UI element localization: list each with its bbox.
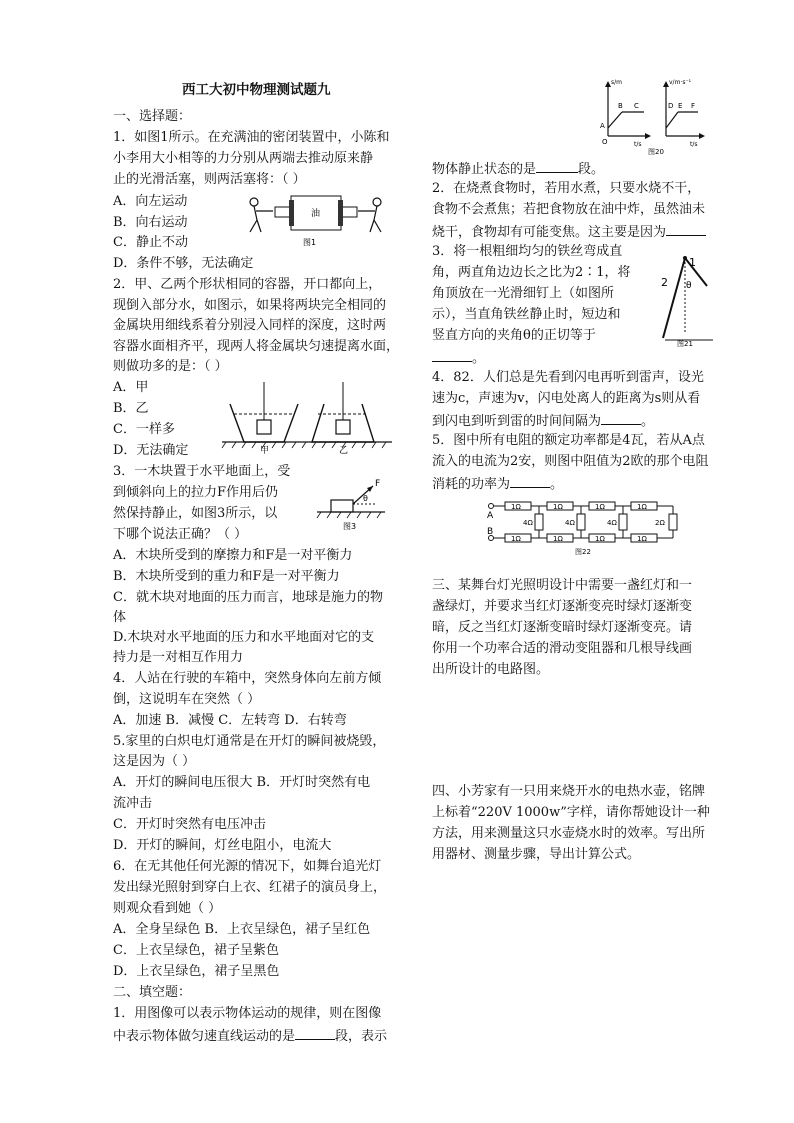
fig22-v-r: 4Ω xyxy=(523,519,533,527)
q1-line: 止的光滑活塞，则两活塞将：（ ） xyxy=(113,172,306,187)
fig20-C: C xyxy=(634,102,639,110)
fig22-caption: 图22 xyxy=(575,548,591,556)
fill5-line: 流入的电流为2安，则图中阻值为2欧的那个电阻 xyxy=(432,454,709,469)
fig21-caption: 图21 xyxy=(677,340,693,348)
q3-line: 下哪个说法正确？（ ） xyxy=(113,527,248,542)
fill3-line: 竖直方向的夹角θ的正切等于 xyxy=(432,328,596,343)
fig2-label-jia: 甲 xyxy=(260,446,270,456)
fig20-left-xaxis: t/s xyxy=(634,141,642,148)
fig22-B: B xyxy=(487,527,494,537)
fill5-text: 。 xyxy=(550,477,564,492)
fig22-top-r: 1Ω xyxy=(595,503,605,511)
fig22-top-r: 1Ω xyxy=(553,503,563,511)
fill2-line: 2．在烧煮食物时，若用水煮，只要水烧不干， xyxy=(432,181,701,196)
fig20-left-yaxis: s/m xyxy=(611,79,622,86)
q6-line: 则观众看到她（ ） xyxy=(113,901,222,916)
q3-option: C．就木块对地面的压力而言，地球是施力的物 xyxy=(113,590,383,605)
fig22-bot-r: 1Ω xyxy=(637,535,647,543)
fig20-B: B xyxy=(618,102,623,110)
fill1-text: 物体静止状态的是 xyxy=(432,162,537,177)
fill1-text: 段。 xyxy=(578,162,605,177)
q4-line: 4．人站在行驶的车箱中，突然身体向左前方倾 xyxy=(113,671,382,686)
q1-option: D．条件不够，无法确定 xyxy=(113,256,254,271)
section-3-line: 出所设计的电路图。 xyxy=(432,662,550,677)
fig20-A: A xyxy=(600,122,605,130)
fill2-text: 烧干，食物却有可能变焦。这主要是因为 xyxy=(432,225,667,240)
fill4-line: 4．82．人们总是先看到闪电再听到雷声，设光 xyxy=(432,370,704,385)
q2-line: 容器水面相齐平，现两人将金属块匀速提离水面， xyxy=(113,339,400,354)
q1-option: B．向右运动 xyxy=(113,215,188,230)
q2-line: 现倒入部分水，如图示，如果将两块完全相同的 xyxy=(113,298,387,313)
section-4-line: 用器材、测量步骤，导出计算公式。 xyxy=(432,847,641,862)
fig1-oil-label: 油 xyxy=(311,209,321,219)
page-title: 西工大初中物理测试题九 xyxy=(182,82,331,98)
figure-2-containers xyxy=(222,382,392,454)
figure-22-resistor-network xyxy=(485,496,685,556)
fill3-line: 示），当直角铁丝静止时，短边和 xyxy=(432,307,621,322)
section-choice: 一、选择题： xyxy=(113,109,192,124)
fill2-line xyxy=(432,221,706,243)
section-3-line: 三、某舞台灯光照明设计中需要一盏红灯和一 xyxy=(432,578,693,593)
fig20-right-xaxis: t/s xyxy=(690,141,698,148)
fig22-v-r: 4Ω xyxy=(565,519,575,527)
fig20-O: O xyxy=(602,138,608,146)
fig22-top-r: 1Ω xyxy=(511,503,521,511)
answer-blank[interactable] xyxy=(666,221,706,236)
q2-option: B．乙 xyxy=(113,401,149,416)
q5-option: 流冲击 xyxy=(113,796,153,811)
section-4-line: 上标着“220V 1000w”字样，请你帮她设计一种 xyxy=(432,805,710,820)
q6-option: D．上衣呈绿色，裙子呈黑色 xyxy=(113,964,280,979)
section-3-line: 暗，反之当红灯逐渐变暗时绿灯逐渐变亮。请 xyxy=(432,620,693,635)
fill5-line: 5．图中所有电阻的额定功率都是4瓦，若从A点 xyxy=(432,433,705,448)
answer-blank[interactable] xyxy=(510,473,550,488)
fig22-bot-r: 1Ω xyxy=(511,535,521,543)
section-3-line: 你用一个功率合适的滑动变阻器和几根导线画 xyxy=(432,641,693,656)
section-4-line: 四、小芳家有一只用来烧开水的电热水壶，铭牌 xyxy=(432,784,706,799)
answer-blank[interactable] xyxy=(536,158,578,173)
fill5-text: 消耗的功率为 xyxy=(432,477,511,492)
answer-blank[interactable] xyxy=(601,410,641,425)
fig22-last-r: 2Ω xyxy=(655,519,665,527)
fig20-right-yaxis: v/m·s⁻¹ xyxy=(669,79,692,86)
fill3-text: 。 xyxy=(472,351,486,366)
fig20-caption: 图20 xyxy=(648,148,664,156)
q5-option: A．开灯的瞬间电压很大 B．开灯时突然有电 xyxy=(113,775,371,790)
q3-line: 到倾斜向上的拉力F作用后仍 xyxy=(113,485,279,500)
fig3-caption: 图3 xyxy=(343,522,357,531)
q5-option: D．开灯的瞬间，灯丝电阻小，电流大 xyxy=(113,838,332,853)
q4-options: A．加速 B．减慢 C．左转弯 D．右转弯 xyxy=(113,713,347,728)
fig22-bot-r: 1Ω xyxy=(553,535,563,543)
answer-blank[interactable] xyxy=(295,1025,335,1040)
q6-line: 6．在无其他任何光源的情况下，如舞台追光灯 xyxy=(113,859,382,874)
q6-option: C．上衣呈绿色，裙子呈紫色 xyxy=(113,943,279,958)
fill3-line: 角，两直角边边长之比为2∶1，将 xyxy=(432,265,631,280)
q6-line: 发出绿光照射到穿白上衣、红裙子的演员身上， xyxy=(113,880,387,895)
section-3-line: 盏绿灯，并要求当红灯逐渐变亮时绿灯逐渐变 xyxy=(432,599,693,614)
q3-option: 体 xyxy=(113,610,127,625)
q2-line: 金属块用细线系着分别浸入同样的深度，这时两 xyxy=(113,318,387,333)
section-4-line: 方法，用来测量这只水壶烧水时的效率。写出所 xyxy=(432,826,706,841)
q3-option: D.木块对水平地面的压力和水平地面对它的支 xyxy=(113,630,375,645)
q1-option: C．静止不动 xyxy=(113,235,188,250)
answer-blank[interactable] xyxy=(432,347,472,362)
q2-line: 则做功多的是：（ ） xyxy=(113,359,228,374)
fig22-A: A xyxy=(487,511,494,521)
q5-line: 这是因为（ ） xyxy=(113,754,196,769)
fig3-theta-label: θ xyxy=(363,494,368,503)
q3-option: 持力是一对相互作用力 xyxy=(113,650,244,665)
q2-option: D．无法确定 xyxy=(113,443,189,458)
section-fill: 二、填空题： xyxy=(113,985,192,1000)
fill2-line: 食物不会煮焦；若把食物放在油中炸，虽然油未 xyxy=(432,202,706,217)
fill1-line xyxy=(113,1025,387,1047)
fill1-line: 1．用图像可以表示物体运动的规律，则在图像 xyxy=(113,1006,382,1021)
figure-20-motion-graphs xyxy=(598,76,708,156)
fig22-top-r: 1Ω xyxy=(637,503,647,511)
fill3-line: 角顶放在一光滑细钉上（如图所 xyxy=(432,286,615,301)
fill4-line: 速为c，声速为v，闪电处离人的距离为s则从看 xyxy=(432,391,701,406)
q2-option: C．一样多 xyxy=(113,422,175,437)
fill4-line xyxy=(432,410,654,432)
fig21-short-side: 1 xyxy=(689,256,696,269)
q3-line: 3．一木块置于水平地面上，受 xyxy=(113,464,291,479)
fig1-caption: 图1 xyxy=(303,238,317,247)
figure-1-piston-device xyxy=(245,190,385,252)
fig3-F-label: F xyxy=(375,479,381,489)
fill3-line xyxy=(432,347,485,369)
fig21-long-side: 2 xyxy=(661,276,668,289)
fill1-text: 段，表示 xyxy=(335,1029,388,1044)
fig22-v-r: 4Ω xyxy=(607,519,617,527)
q1-option: A．向左运动 xyxy=(113,194,188,209)
q2-option: A．甲 xyxy=(113,380,149,395)
q3-line: 然保持静止，如图3所示，以 xyxy=(113,506,278,521)
fill1-text: 中表示物体做匀速直线运动的是 xyxy=(113,1029,296,1044)
fill5-line xyxy=(432,473,563,495)
q6-option: A．全身呈绿色 B．上衣呈绿色，裙子呈红色 xyxy=(113,922,371,937)
fig22-bot-r: 1Ω xyxy=(595,535,605,543)
figure-3-block-force xyxy=(315,474,390,532)
fig21-theta: θ xyxy=(686,281,692,291)
q1-line: 1．如图1所示。在充满油的密闭装置中，小陈和 xyxy=(113,130,390,145)
q3-option: A．木块所受到的摩擦力和F是一对平衡力 xyxy=(113,548,353,563)
fill3-line: 3．将一根粗细均匀的铁丝弯成直 xyxy=(432,244,623,259)
q5-option: C．开灯时突然有电压冲击 xyxy=(113,817,266,832)
fig20-F: F xyxy=(691,102,696,110)
fig2-label-yi: 乙 xyxy=(339,446,349,456)
q4-line: 倒，这说明车在突然（ ） xyxy=(113,692,261,707)
q1-line: 小李用大小相等的力分别从两端去推动原来静 xyxy=(113,151,374,166)
q3-option: B．木块所受到的重力和F是一对平衡力 xyxy=(113,569,340,584)
fill4-text: 到闪电到听到雷的时间间隔为 xyxy=(432,414,602,429)
q2-line: 2．甲、乙两个形状相同的容器，开口都向上， xyxy=(113,277,382,292)
figure-21-bent-wire xyxy=(655,248,725,348)
fig20-E: E xyxy=(678,102,683,110)
fill4-text: 。 xyxy=(641,414,655,429)
fill1-line xyxy=(432,158,604,180)
fig20-D: D xyxy=(668,102,674,110)
q5-line: 5.家里的白炽电灯通常是在开灯的瞬间被烧毁， xyxy=(113,734,386,749)
